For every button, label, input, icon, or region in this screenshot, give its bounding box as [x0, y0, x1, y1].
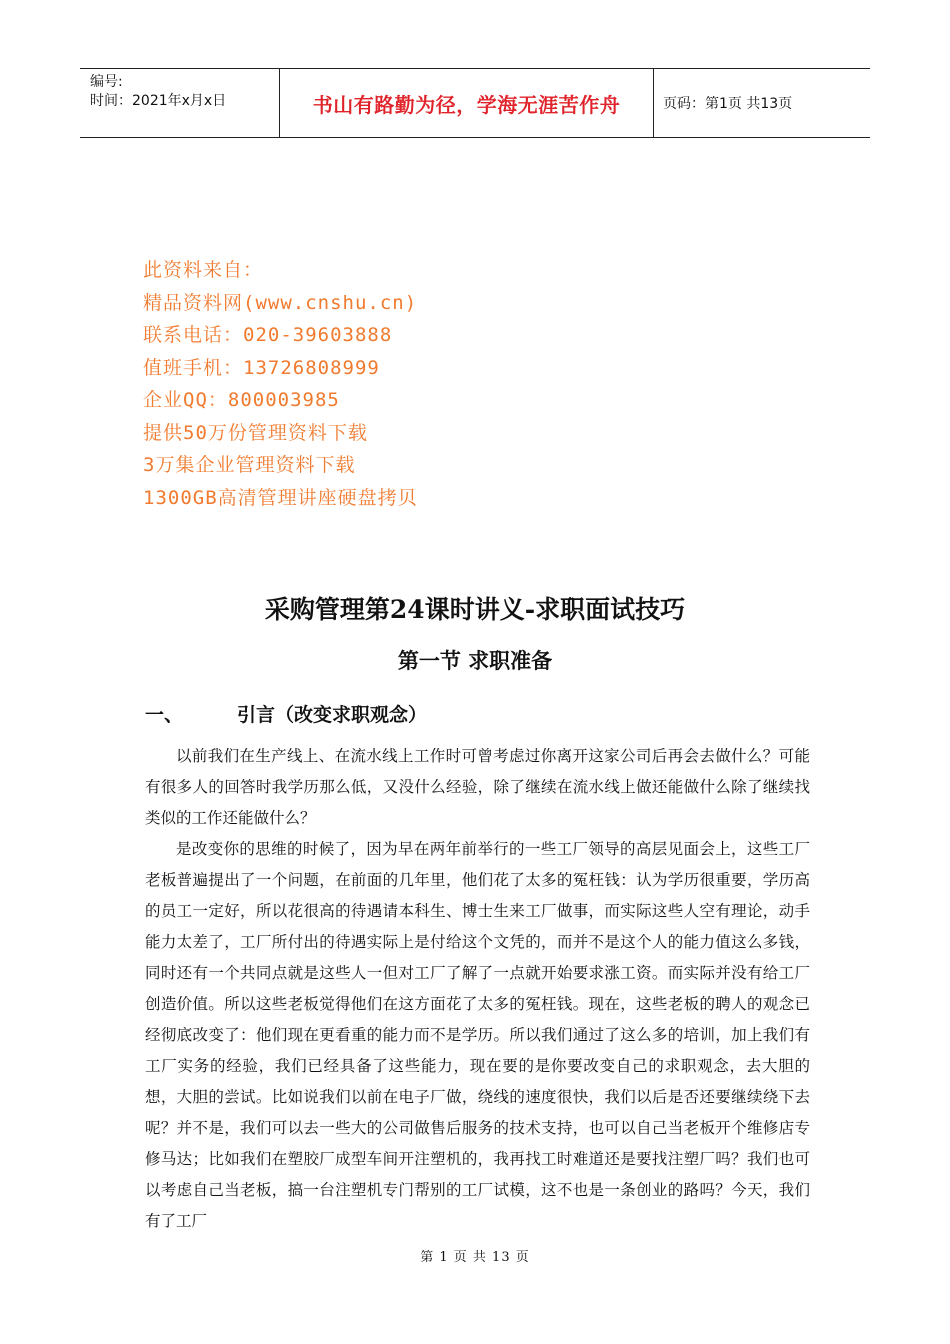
document-title: 采购管理第24课时讲义-求职面试技巧 — [264, 595, 686, 624]
body-text — [145, 741, 810, 1237]
heading-level-one — [145, 700, 427, 727]
document-number-label: 编号: — [90, 74, 123, 90]
header-meta-cell — [80, 69, 280, 137]
promo-line: 联系电话：020-39603888 — [143, 324, 393, 346]
heading-number: 一、 — [145, 704, 184, 726]
paragraph: 以前我们在生产线上、在流水线上工作时可曾考虑过你离开这家公司后再会去做什么？可能有很多人的回答时我学历那么低，又没什么经验，除了继续在流水线上做还能做什么除了继续找类似的工作还能做什么？ — [145, 747, 810, 827]
promo-block — [143, 254, 418, 514]
header-motto: 书山有路勤为径，学海无涯苦作舟 — [280, 69, 654, 137]
promo-line: 1300GB高清管理讲座硬盘拷贝 — [143, 486, 418, 509]
header-table — [80, 68, 870, 138]
header-page-label: 页码：第1页 共13页 — [663, 96, 793, 112]
section-title: 第一节 求职准备 — [397, 648, 553, 673]
paragraph: 是改变你的思维的时候了，因为早在两年前举行的一些工厂领导的高层见面会上，这些工厂老板普遍提出了一个问题，在前面的几年里，他们花了太多的冤枉钱：认为学历很重要，学历高的员工一定好，所以花很高的待遇请本科生、博士生来工厂做事，而实际这些人空有理论，动手能力太差了，工厂所付出的待遇实际上是付给这个文凭的，而并不是这个人的能力值这么多钱，同时还有一个共同点就是这些人一但对工厂了解了一点就开始要求涨工资。而实际并没有给工厂创造价值。所以这些老板觉得他们在这方面花了太多的冤枉钱。现在，这些老板的聘人的观念已经彻底改变了：他们现在更看重的能力而不是学历。所以我们通过了这么多的培训，加上我们有工厂实务的经验，我们已经具备了这些能力，现在要的是你要改变自己的求职观念，去大胆的想，大胆的尝试。比如说我们以前在电子厂做，绕线的速度很快，我们以后是否还要继续绕下去呢？并不是，我们可以去一些大的公司做售后服务的技术支持，也可以自己当老板开个维修店专修马达；比如我们在塑胶厂成型车间开注塑机的，我再找工时难道还是要找注塑厂吗？我们也可以考虑自己当老板，搞一台注塑机专门帮别的工厂试模，这不也是一条创业的路吗？今天，我们有了工厂 — [145, 840, 810, 1230]
promo-line: 精品资料网(www.cnshu.cn) — [143, 291, 418, 314]
page-footer: 第 1 页 共 13 页 — [420, 1250, 530, 1265]
promo-line: 此资料来自： — [143, 259, 264, 281]
heading-text: 引言（改变求职观念） — [237, 704, 428, 726]
promo-line: 企业QQ：800003985 — [143, 389, 340, 411]
promo-line: 值班手机：13726808999 — [143, 356, 380, 379]
document-time-label: 时间：2021年x月x日 — [90, 93, 227, 109]
promo-line: 提供50万份管理资料下载 — [143, 421, 368, 444]
promo-line: 3万集企业管理资料下载 — [143, 454, 356, 476]
